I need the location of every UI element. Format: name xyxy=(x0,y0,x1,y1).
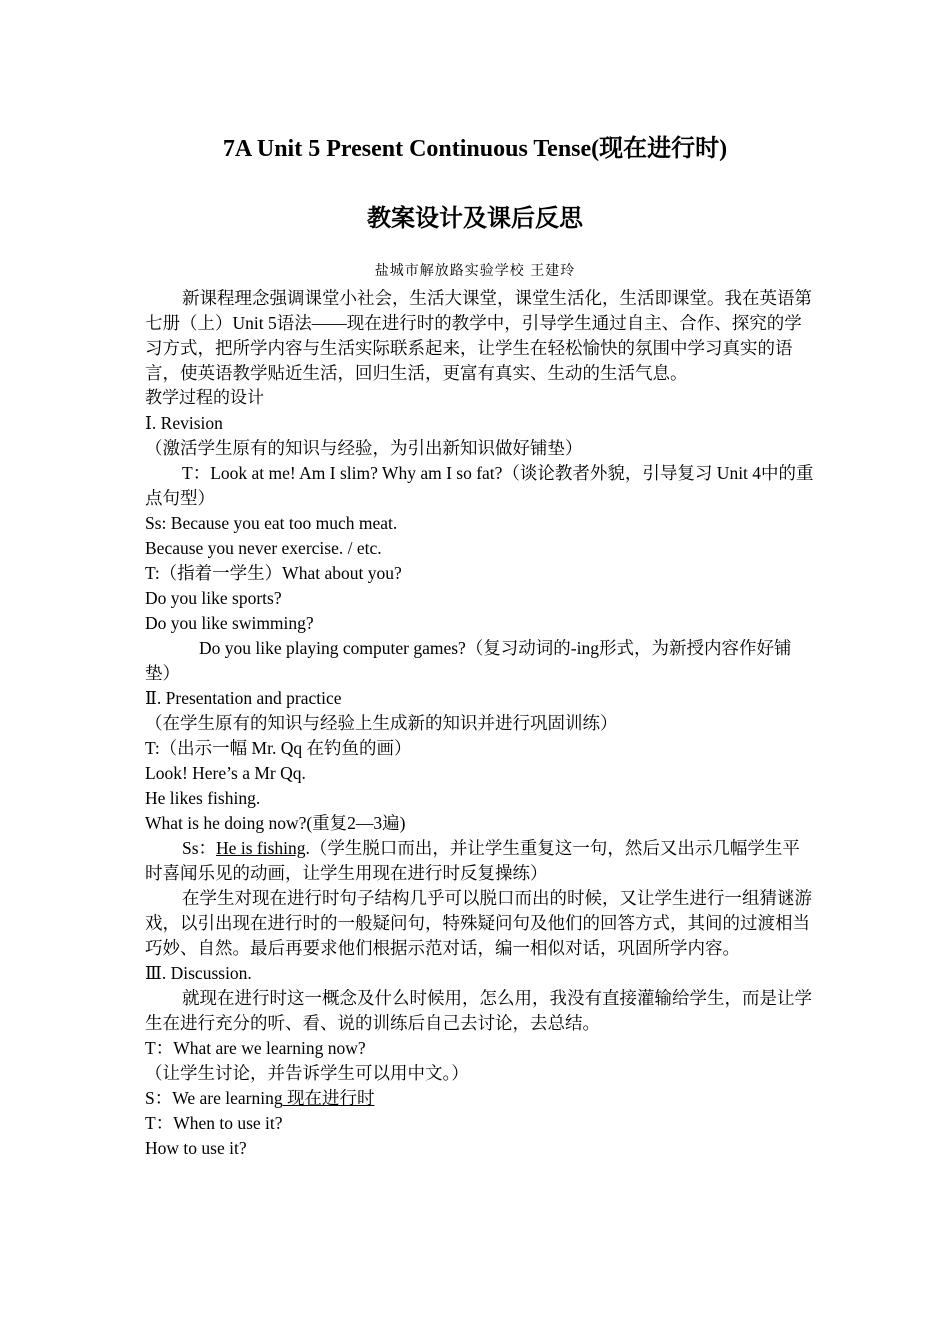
student-prefix: Ss： xyxy=(182,838,217,858)
section-heading: 教学过程的设计 xyxy=(145,388,264,408)
presentation-line-1: Look! Here’s a Mr Qq. xyxy=(145,763,306,783)
discussion-student-line xyxy=(145,1086,817,1111)
document-body xyxy=(145,286,817,1161)
student-answer-note: .（学生脱口而出，并让学生重复这一句，然后又出示几幅学生平时喜闻乐见的动画，让学生用现在进行时反复操练） xyxy=(145,838,800,883)
revision-title: Ⅰ. Revision xyxy=(145,413,223,433)
revision-question-1: Do you like sports? xyxy=(145,588,282,608)
discussion-student-prefix: S：We are learning xyxy=(145,1088,283,1108)
revision-note: （激活学生原有的知识与经验，为引出新知识做好铺垫） xyxy=(145,438,583,458)
discussion-paragraph: 就现在进行时这一概念及什么时候用，怎么用，我没有直接灌输给学生，而是让学生在进行充分的听、看、说的训练后自己去讨论，去总结。 xyxy=(145,988,812,1033)
discussion-student-answer: 现在进行时 xyxy=(282,1088,375,1108)
presentation-teacher-line: T:（出示一幅 Mr. Qq 在钓鱼的画） xyxy=(145,738,412,758)
presentation-line-2: He likes fishing. xyxy=(145,788,261,808)
presentation-title: Ⅱ. Presentation and practice xyxy=(145,688,342,708)
revision-student-line-1: Ss: Because you eat too much meat. xyxy=(145,513,398,533)
revision-question-3: Do you like playing computer games?（复习动词的-ing形式，为新授内容作好铺垫） xyxy=(145,638,792,683)
discussion-teacher-line-3: How to use it? xyxy=(145,1138,247,1158)
document-subtitle: 教案设计及课后反思 xyxy=(367,204,583,232)
discussion-teacher-line-2: T：When to use it? xyxy=(145,1113,283,1133)
presentation-paragraph: 在学生对现在进行时句子结构几乎可以脱口而出的时候，又让学生进行一组猜谜游戏，以引出现在进行时的一般疑问句，特殊疑问句及他们的回答方式，其间的过渡相当巧妙、自然。最后再要求他们根据示范对话，编一相似对话，巩固所学内容。 xyxy=(145,888,812,958)
revision-teacher-line-1: T：Look at me! Am I slim? Why am I so fat?（谈论教者外貌，引导复习 Unit 4中的重点句型） xyxy=(145,463,814,508)
document-title: 7A Unit 5 Present Continuous Tense(现在进行时) xyxy=(222,136,728,162)
student-answer-underlined: He is fishing xyxy=(216,838,306,858)
presentation-student-answer xyxy=(145,836,817,886)
presentation-note: （在学生原有的知识与经验上生成新的知识并进行巩固训练） xyxy=(145,713,618,733)
discussion-teacher-line-1: T：What are we learning now? xyxy=(145,1038,366,1058)
discussion-title: Ⅲ. Discussion. xyxy=(145,963,252,983)
author-line: 盐城市解放路实验学校 王建玲 xyxy=(374,263,576,279)
revision-student-line-2: Because you never exercise. / etc. xyxy=(145,538,382,558)
intro-paragraph: 新课程理念强调课堂小社会，生活大课堂，课堂生活化，生活即课堂。我在英语第七册（上）Unit 5语法——现在进行时的教学中，引导学生通过自主、合作、探究的学习方式，把所学内容与生活实际联系起来，让学生在轻松愉快的氛围中学习真实的语言，使英语教学贴近生活，回归生活，更富有真实、生动的生活气息。 xyxy=(145,288,812,383)
discussion-note: （让学生讨论，并告诉学生可以用中文。） xyxy=(145,1063,469,1083)
revision-question-2: Do you like swimming? xyxy=(145,613,314,633)
revision-teacher-line-2: T:（指着一学生）What about you? xyxy=(145,563,402,583)
presentation-line-3: What is he doing now?(重复2—3遍) xyxy=(145,813,406,833)
